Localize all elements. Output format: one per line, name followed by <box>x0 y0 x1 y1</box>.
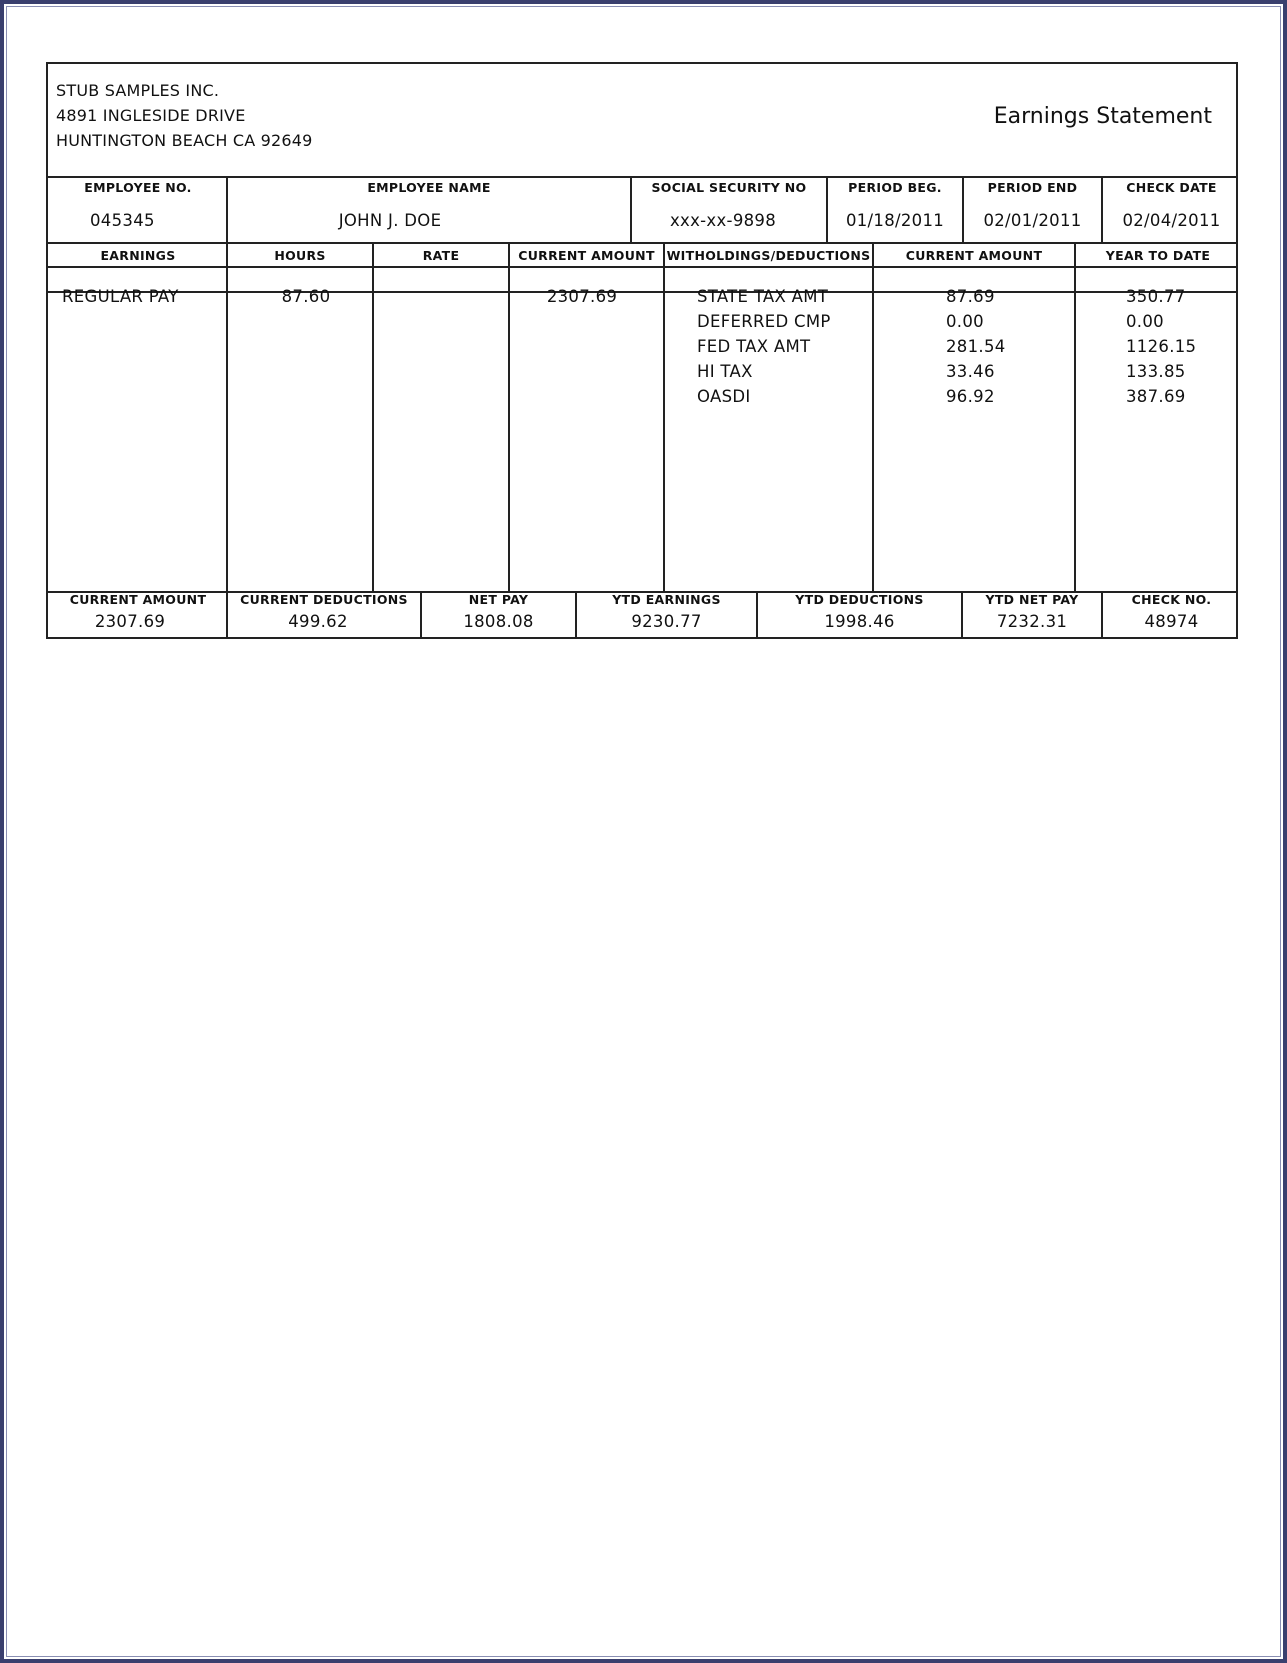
earnings-hours: 87.60 <box>281 287 331 306</box>
earnings-amount: 2307.69 <box>546 287 618 306</box>
header-year-to-date: YEAR TO DATE <box>1105 248 1211 263</box>
total-ytd-earnings: 9230.77 <box>631 612 702 631</box>
company-address-line2: HUNTINGTON BEACH CA 92649 <box>56 131 313 150</box>
company-name: STUB SAMPLES INC. <box>56 81 220 100</box>
header-period-beg: PERIOD BEG. <box>848 180 942 195</box>
total-check-no: 48974 <box>1144 612 1199 631</box>
deduction-ytd: 1126.15 <box>1126 337 1197 356</box>
deduction-current: 87.69 <box>946 287 995 306</box>
total-current-deductions: 499.62 <box>288 612 348 631</box>
deduction-current: 281.54 <box>946 337 1006 356</box>
header-employee-name: EMPLOYEE NAME <box>367 180 491 195</box>
deduction-current: 33.46 <box>946 362 995 381</box>
header-current-amount: CURRENT AMOUNT <box>518 248 655 263</box>
total-net-pay: 1808.08 <box>463 612 534 631</box>
company-address-line1: 4891 INGLESIDE DRIVE <box>56 106 246 125</box>
ssn-value: xxx-xx-9898 <box>669 211 777 230</box>
deduction-label: DEFERRED CMP <box>697 312 831 331</box>
header-rate: RATE <box>422 248 460 263</box>
total-ytd-deductions: 1998.46 <box>824 612 895 631</box>
header-ytd-net-pay: YTD NET PAY <box>985 592 1079 607</box>
header-check-no: CHECK NO. <box>1131 592 1212 607</box>
header-employee-no: EMPLOYEE NO. <box>84 180 192 195</box>
deduction-ytd: 133.85 <box>1126 362 1186 381</box>
employee-no-value: 045345 <box>90 211 155 230</box>
period-beg-value: 01/18/2011 <box>845 211 945 230</box>
earnings-label: REGULAR PAY <box>62 287 179 306</box>
header-ytd-deductions: YTD DEDUCTIONS <box>795 592 924 607</box>
document-title: Earnings Statement <box>993 104 1212 129</box>
period-end-value: 02/01/2011 <box>983 211 1082 230</box>
deduction-ytd: 0.00 <box>1126 312 1164 331</box>
header-net-pay: NET PAY <box>468 592 529 607</box>
deduction-ytd: 350.77 <box>1126 287 1186 306</box>
total-ytd-net-pay: 7232.31 <box>996 612 1068 631</box>
employee-name-value: JOHN J. DOE <box>338 211 442 230</box>
header-total-current-amount: CURRENT AMOUNT <box>69 592 207 607</box>
deduction-ytd: 387.69 <box>1126 387 1186 406</box>
deduction-label: STATE TAX AMT <box>697 287 829 306</box>
deduction-current: 96.92 <box>946 387 995 406</box>
deduction-label: OASDI <box>697 387 751 406</box>
header-earnings: EARNINGS <box>100 248 176 263</box>
header-hours: HOURS <box>274 248 326 263</box>
header-ytd-earnings: YTD EARNINGS <box>612 592 721 607</box>
deduction-current: 0.00 <box>946 312 984 331</box>
header-withholdings: WITHOLDINGS/DEDUCTIONS <box>666 248 871 263</box>
total-current-amount: 2307.69 <box>94 612 166 631</box>
header-current-deductions: CURRENT DEDUCTIONS <box>240 592 408 607</box>
header-period-end: PERIOD END <box>987 180 1078 195</box>
header-deduction-current: CURRENT AMOUNT <box>905 248 1043 263</box>
deduction-label: FED TAX AMT <box>697 337 811 356</box>
deduction-label: HI TAX <box>697 362 753 381</box>
header-ssn: SOCIAL SECURITY NO <box>651 180 807 195</box>
check-date-value: 02/04/2011 <box>1122 211 1221 230</box>
earnings-statement <box>46 62 1238 639</box>
header-check-date: CHECK DATE <box>1126 180 1217 195</box>
